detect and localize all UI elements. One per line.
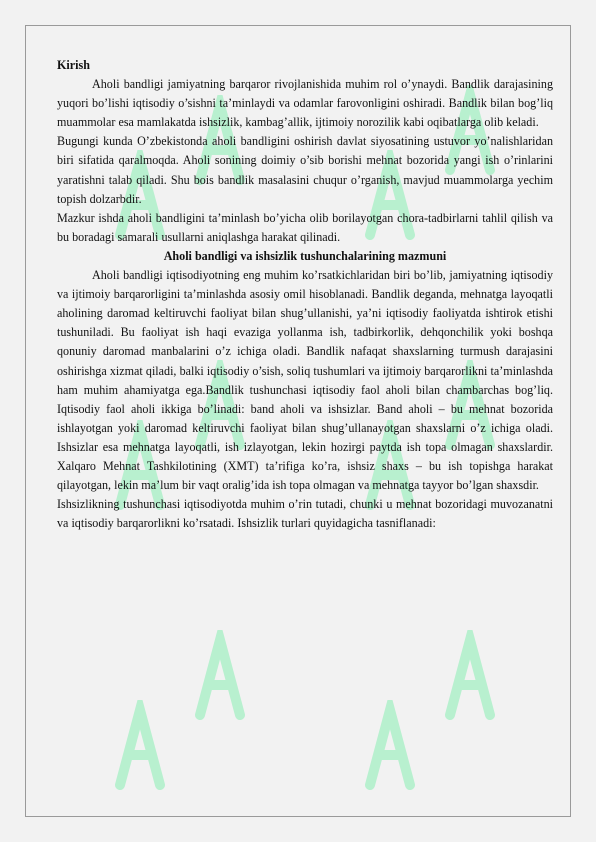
paragraph: Bugungi kunda O’zbekistonda aholi bandligini oshirish davlat siyosatining ustuvor yo’nalishlaridan biri sifatida qaralmoqda. Aholi sonining doimiy o’sib borishi mehnat bozorida yangi ish o’rinlarini yaratishni talab qiladi. Shu bois bandlik masalasini chuqur o’rganish, mavjud muammolarga yechim topish dolzarbdir. — [57, 134, 553, 206]
page-title: Kirish — [57, 58, 90, 72]
paragraph: Aholi bandligi iqtisodiyotning eng muhim ko’rsatkichlaridan biri bo’lib, jamiyatning iqtisodiy va ijtimoiy barqarorligini ta’minlashda asosiy omil hisoblanadi. Bandlik deganda, mehnatga layoqatli aholining daromad keltiruvchi faoliyat bilan shug’ullanishi, ya’ni iqtisodiy faoliyatda ishtirok etishi tushuniladi. Bu faoliyat ish haqi evaziga yollanma ish, tadbirkorlik, dehqonchilik yoki boshqa qonuniy daromad manbalarini o’z ichiga oladi. Bandlik nafaqat shaxslarning turmush darajasini oshirishga xizmat qiladi, balki iqtisodiy o’sish, soliq tushumlari va ijtimoiy barqarorlikni ta’minlashda ham muhim ahamiyatga ega.Bandlik tushunchasi iqtisodiy faol aholi bilan chambarchas bog’liq. Iqtisodiy faol aholi ikkiga bo’linadi: band aholi va ishsizlar. Band aholi – bu mehnat bozorida ishlayotgan yoki daromad keltiruvchi faoliyat bilan shug’ullanayotgan shaxslarni o’z ichiga oladi. Ishsizlar esa mehnatga layoqatli, ish izlayotgan, lekin hozirgi paytda ish topa olmagan shaxslardir. Xalqaro Mehnat Tashkilotining (XMT) ta’rifiga ko’ra, ishsiz shaxs – bu ish topishga harakat qilayotgan, lekin ma’lum bir vaqt oralig’ida ish topa olmagan va mehnatga tayyor bo’lgan shaxsdir. — [57, 268, 553, 493]
paragraph: Mazkur ishda aholi bandligini ta’minlash bo’yicha olib borilayotgan chora-tadbirlarni tahlil qilish va bu boradagi samarali usullarni aniqlashga harakat qilinadi. — [57, 210, 553, 244]
document-body — [57, 56, 553, 533]
paragraph: Ishsizlikning tushunchasi iqtisodiyotda muhim o’rin tutadi, chunki u mehnat bozoridagi muvozanatni va iqtisodiy barqarorlikni ko’rsatadi. Ishsizlik turlari quyidagicha tasniflanadi: — [57, 497, 553, 531]
paragraph: Aholi bandligi jamiyatning barqaror rivojlanishida muhim rol o’ynaydi. Bandlik darajasining yuqori bo’lishi iqtisodiy o’sishni ta’minlaydi va odamlar farovonligini oshiradi. Bandlik bilan bog’liq muammolar esa mamlakatda ishsizlik, kambag’allik, ijtimoiy norozilik kabi oqibatlarga olib keladi. — [57, 77, 553, 130]
section-title: Aholi bandligi va ishsizlik tushunchalarining mazmuni — [163, 248, 447, 263]
